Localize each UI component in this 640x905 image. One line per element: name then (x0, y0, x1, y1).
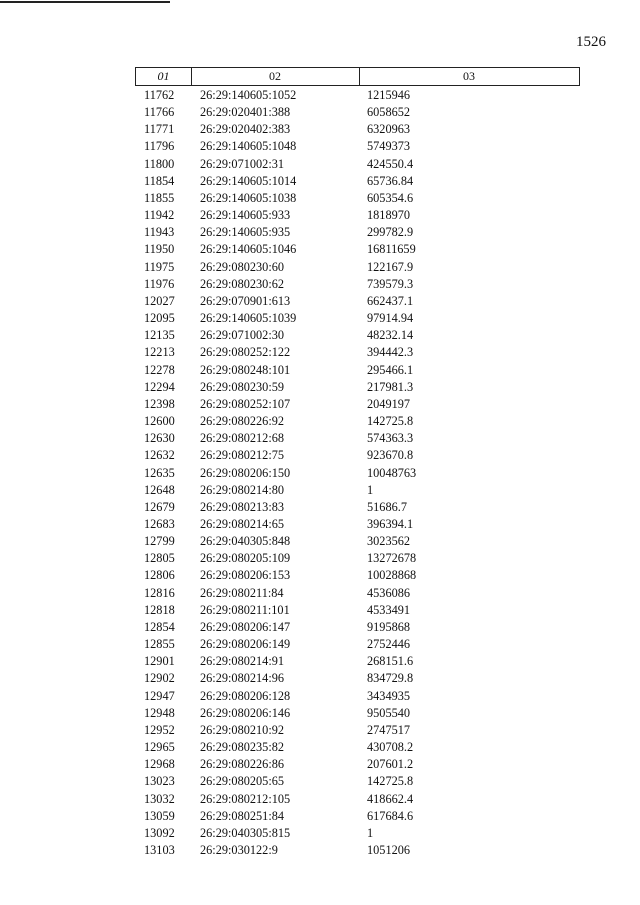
cell-03: 217981.3 (367, 379, 414, 394)
table-row (0, 224, 640, 241)
cell-02: 26:29:080230:59 (200, 379, 285, 394)
cell-03: 739579.3 (367, 276, 414, 291)
cell-01: 12027 (144, 293, 175, 308)
cell-01: 12902 (144, 671, 175, 686)
cell-01: 11975 (144, 259, 175, 274)
table-row (0, 533, 640, 550)
cell-03: 5749373 (367, 139, 411, 154)
cell-03: 207601.2 (367, 757, 414, 772)
cell-01: 12855 (144, 637, 175, 652)
cell-02: 26:29:140605:1038 (200, 190, 297, 205)
cell-03: 6058652 (367, 105, 411, 120)
table-row (0, 670, 640, 687)
table-row (0, 636, 640, 653)
cell-03: 9505540 (367, 705, 411, 720)
cell-03: 2049197 (367, 396, 411, 411)
cell-03: 3023562 (367, 534, 411, 549)
cell-03: 9195868 (367, 619, 411, 634)
cell-02: 26:29:070901:613 (200, 293, 291, 308)
cell-03: 97914.94 (367, 311, 414, 326)
cell-02: 26:29:080206:150 (200, 465, 291, 480)
table-row (0, 344, 640, 361)
cell-02: 26:29:080212:75 (200, 448, 285, 463)
table-row (0, 87, 640, 104)
cell-03: 48232.14 (367, 328, 414, 343)
cell-01: 12135 (144, 328, 175, 343)
cell-01: 12965 (144, 740, 175, 755)
cell-01: 12799 (144, 534, 175, 549)
cell-01: 12952 (144, 722, 175, 737)
cell-03: 142725.8 (367, 774, 414, 789)
cell-02: 26:29:080213:83 (200, 499, 285, 514)
table-row (0, 808, 640, 825)
table-row (0, 362, 640, 379)
cell-01: 12805 (144, 551, 175, 566)
cell-01: 12294 (144, 379, 175, 394)
cell-03: 10048763 (367, 465, 417, 480)
cell-02: 26:29:080210:92 (200, 722, 285, 737)
table-row (0, 207, 640, 224)
table-row (0, 688, 640, 705)
cell-01: 13023 (144, 774, 175, 789)
cell-01: 12947 (144, 688, 175, 703)
cell-02: 26:29:140605:1046 (200, 242, 297, 257)
table-row (0, 550, 640, 567)
cell-01: 11762 (144, 88, 175, 102)
cell-02: 26:29:080230:60 (200, 259, 285, 274)
cell-03: 10028868 (367, 568, 417, 583)
cell-03: 662437.1 (367, 293, 414, 308)
cell-02: 26:29:071002:31 (200, 156, 285, 171)
cell-02: 26:29:140605:1052 (200, 88, 297, 102)
cell-02: 26:29:080214:91 (200, 654, 285, 669)
cell-03: 122167.9 (367, 259, 414, 274)
cell-03: 268151.6 (367, 654, 414, 669)
cell-02: 26:29:080206:153 (200, 568, 291, 583)
cell-03: 1215946 (367, 88, 411, 102)
table-row (0, 447, 640, 464)
cell-02: 26:29:080214:65 (200, 517, 285, 531)
table-row (0, 825, 640, 842)
table-row (0, 653, 640, 670)
cell-01: 12679 (144, 499, 175, 514)
cell-01: 12683 (144, 517, 175, 531)
cell-01: 11854 (144, 173, 175, 188)
table-row (0, 842, 640, 859)
cell-01: 11950 (144, 242, 175, 257)
cell-02: 26:29:080226:92 (200, 414, 285, 429)
cell-02: 26:29:080212:105 (200, 791, 291, 806)
cell-03: 65736.84 (367, 173, 414, 188)
cell-03: 394442.3 (367, 345, 414, 360)
table-row (0, 482, 640, 499)
cell-03: 424550.4 (367, 156, 414, 171)
cell-01: 12600 (144, 414, 175, 429)
cell-01: 13032 (144, 791, 175, 806)
column-header-01: 01 (136, 68, 192, 85)
table-row (0, 430, 640, 447)
table-row (0, 379, 640, 396)
cell-01: 12968 (144, 757, 175, 772)
cell-01: 12806 (144, 568, 175, 583)
table-header (135, 67, 580, 86)
cell-02: 26:29:080226:86 (200, 757, 285, 772)
cell-02: 26:29:020401:388 (200, 105, 291, 120)
table-row (0, 138, 640, 155)
table-row (0, 413, 640, 430)
cell-02: 26:29:080214:80 (200, 482, 285, 497)
cell-02: 26:29:080205:65 (200, 774, 285, 789)
cell-02: 26:29:080211:101 (200, 602, 290, 617)
table-row (0, 276, 640, 293)
cell-03: 295466.1 (367, 362, 414, 377)
page-number: 1526 (576, 34, 606, 50)
cell-01: 11771 (144, 122, 175, 137)
table-row (0, 156, 640, 173)
cell-01: 13059 (144, 808, 175, 823)
cell-01: 12648 (144, 482, 175, 497)
cell-01: 12816 (144, 585, 175, 600)
cell-03: 4536086 (367, 585, 411, 600)
cell-03: 1 (367, 825, 374, 840)
cell-02: 26:29:140605:1039 (200, 311, 297, 326)
cell-02: 26:29:080214:96 (200, 671, 285, 686)
cell-02: 26:29:071002:30 (200, 328, 285, 343)
cell-03: 142725.8 (367, 414, 414, 429)
cell-01: 13103 (144, 843, 175, 858)
cell-03: 16811659 (367, 242, 416, 257)
cell-01: 12213 (144, 345, 175, 360)
cell-01: 12630 (144, 431, 175, 446)
cell-03: 1 (367, 482, 374, 497)
table-row (0, 585, 640, 602)
cell-01: 12854 (144, 619, 175, 634)
cell-02: 26:29:040305:815 (200, 825, 291, 840)
cell-01: 12901 (144, 654, 175, 669)
cell-02: 26:29:080211:84 (200, 585, 284, 600)
cell-01: 11800 (144, 156, 175, 171)
cell-02: 26:29:140605:1048 (200, 139, 297, 154)
cell-02: 26:29:080206:128 (200, 688, 291, 703)
cell-03: 2752446 (367, 637, 411, 652)
cell-01: 11766 (144, 105, 175, 120)
cell-03: 1051206 (367, 843, 411, 858)
table-row (0, 516, 640, 533)
cell-01: 12818 (144, 602, 175, 617)
cell-03: 834729.8 (367, 671, 414, 686)
table-row (0, 499, 640, 516)
cell-02: 26:29:080252:122 (200, 345, 291, 360)
cell-01: 11976 (144, 276, 175, 291)
table-row (0, 121, 640, 138)
column-header-03: 03 (463, 69, 475, 83)
cell-01: 13092 (144, 825, 175, 840)
table-row (0, 327, 640, 344)
cell-02: 26:29:080251:84 (200, 808, 285, 823)
cell-03: 1818970 (367, 208, 411, 223)
table-row (0, 619, 640, 636)
cell-02: 26:29:080248:101 (200, 362, 291, 377)
table-row (0, 190, 640, 207)
cell-03: 4533491 (367, 602, 411, 617)
cell-03: 6320963 (367, 122, 411, 137)
cell-01: 11855 (144, 190, 175, 205)
cell-02: 26:29:140605:933 (200, 208, 291, 223)
cell-03: 923670.8 (367, 448, 414, 463)
cell-03: 430708.2 (367, 740, 414, 755)
column-header-02: 02 (191, 68, 360, 85)
table-row (0, 739, 640, 756)
table-row (0, 465, 640, 482)
cell-03: 51686.7 (367, 499, 407, 514)
cell-03: 605354.6 (367, 190, 414, 205)
cell-01: 12632 (144, 448, 175, 463)
table-row (0, 173, 640, 190)
table-row (0, 104, 640, 121)
cell-02: 26:29:080206:149 (200, 637, 291, 652)
cell-02: 26:29:020402:383 (200, 122, 291, 137)
table-row (0, 756, 640, 773)
cell-02: 26:29:080252:107 (200, 396, 291, 411)
cell-01: 11943 (144, 225, 175, 240)
cell-01: 12278 (144, 362, 175, 377)
cell-02: 26:29:040305:848 (200, 534, 291, 549)
cell-03: 299782.9 (367, 225, 414, 240)
cell-02: 26:29:080206:146 (200, 705, 291, 720)
cell-01: 12398 (144, 396, 175, 411)
cell-01: 11796 (144, 139, 175, 154)
table-row (0, 773, 640, 790)
cell-02: 26:29:080230:62 (200, 276, 285, 291)
cell-02: 26:29:080235:82 (200, 740, 285, 755)
table-row (0, 722, 640, 739)
cell-03: 3434935 (367, 688, 411, 703)
cell-03: 418662.4 (367, 791, 414, 806)
cell-01: 12095 (144, 311, 175, 326)
table-row (0, 259, 640, 276)
cell-01: 11942 (144, 208, 175, 223)
table-row (0, 567, 640, 584)
cell-02: 26:29:080206:147 (200, 619, 291, 634)
cell-02: 26:29:030122:9 (200, 843, 278, 858)
table-row (0, 791, 640, 808)
table-row (0, 396, 640, 413)
cell-03: 574363.3 (367, 431, 414, 446)
table-row (0, 705, 640, 722)
table-row (0, 310, 640, 327)
cell-02: 26:29:140605:935 (200, 225, 291, 240)
table-row (0, 241, 640, 258)
cell-02: 26:29:140605:1014 (200, 173, 297, 188)
cell-01: 12635 (144, 465, 175, 480)
table-row (0, 293, 640, 310)
cell-03: 617684.6 (367, 808, 414, 823)
table-row (0, 602, 640, 619)
cell-02: 26:29:080212:68 (200, 431, 285, 446)
cell-02: 26:29:080205:109 (200, 551, 291, 566)
cell-03: 396394.1 (367, 517, 414, 531)
cell-03: 13272678 (367, 551, 417, 566)
cell-03: 2747517 (367, 722, 411, 737)
header-rule (0, 1, 170, 3)
cell-01: 12948 (144, 705, 175, 720)
